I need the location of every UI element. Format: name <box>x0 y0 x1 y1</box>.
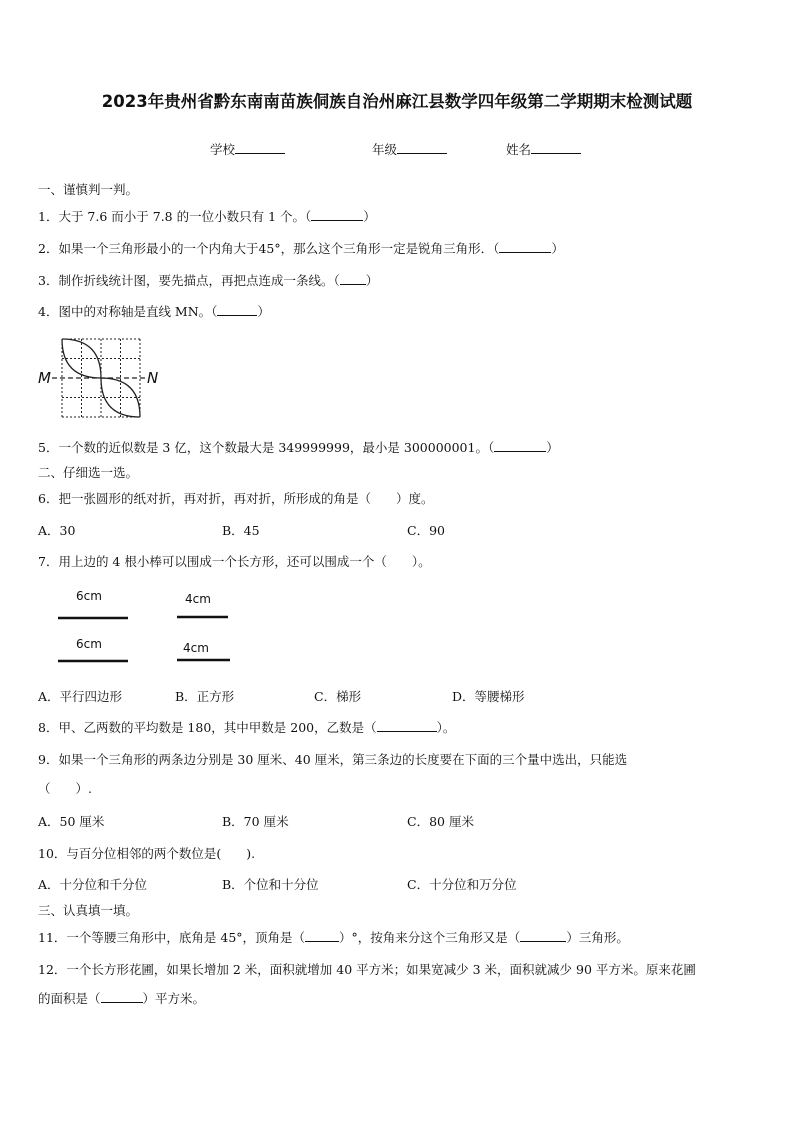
question-7: 7．用上边的 4 根小棒可以围成一个长方形，还可以围成一个（ ）。 <box>38 554 431 569</box>
name-label: 姓名 <box>506 142 532 157</box>
answer-blank[interactable] <box>101 990 143 1003</box>
section-3-heading: 三、认真填一填。 <box>38 903 139 918</box>
page-title: 2023年贵州省黔东南南苗族侗族自治州麻江县数学四年级第二学期期末检测试题 <box>101 92 693 111</box>
question-12: 12．一个长方形花圃，如果长增加 2 米，面积就增加 40 平方米；如果宽减少 3 米，面积就减少 90 平方米。原来花圃 <box>38 962 696 977</box>
school-field[interactable] <box>210 140 285 158</box>
option-q7-d[interactable]: D．等腰梯形 <box>452 689 525 704</box>
question-9: 9．如果一个三角形的两条边分别是 30 厘米、40 厘米，第三条边的长度要在下面的三个量中选出，只能选 <box>38 752 628 767</box>
symmetry-figure <box>36 336 166 418</box>
question-2: 2．如果一个三角形最小的一个内角大于45°，那么这个三角形一定是锐角三角形．（ ） <box>38 241 564 256</box>
option-q9-b[interactable]: B．70 厘米 <box>222 814 289 829</box>
stick-label-2: 4cm <box>185 592 211 606</box>
option-q9-c[interactable]: C．80 厘米 <box>407 814 474 829</box>
answer-blank[interactable] <box>377 719 437 732</box>
section-2-heading: 二、仔细选一选。 <box>38 465 139 480</box>
stick-label-1: 6cm <box>76 589 102 603</box>
answer-blank[interactable] <box>499 240 551 253</box>
option-q10-c[interactable]: C．十分位和万分位 <box>407 877 517 892</box>
question-1: 1．大于 7.6 而小于 7.8 的一位小数只有 1 个。（ ） <box>38 209 376 224</box>
question-8: 8．甲、乙两数的平均数是 180，其中甲数是 200，乙数是（ ）。 <box>38 720 456 735</box>
name-blank[interactable] <box>531 141 581 154</box>
answer-blank[interactable] <box>311 208 363 221</box>
stick-label-3: 6cm <box>76 637 102 651</box>
option-q6-a[interactable]: A．30 <box>38 523 76 538</box>
label-m: M <box>38 369 51 387</box>
stick-label-4: 4cm <box>183 641 209 655</box>
grade-label: 年级 <box>372 142 398 157</box>
question-10: 10．与百分位相邻的两个数位是( ). <box>38 846 256 861</box>
question-12-line-2: 的面积是（ ）平方米。 <box>38 991 206 1006</box>
option-q6-b[interactable]: B．45 <box>222 523 260 538</box>
option-q9-a[interactable]: A．50 厘米 <box>38 814 105 829</box>
sticks-figure <box>56 584 246 668</box>
grade-blank[interactable] <box>397 141 447 154</box>
answer-blank[interactable] <box>340 272 366 285</box>
option-q7-c[interactable]: C．梯形 <box>314 689 362 704</box>
option-q10-a[interactable]: A．十分位和千分位 <box>38 877 148 892</box>
section-1-heading: 一、谨慎判一判。 <box>38 182 139 197</box>
answer-blank[interactable] <box>494 439 546 452</box>
label-n: N <box>147 369 159 387</box>
option-q7-b[interactable]: B．正方形 <box>175 689 235 704</box>
option-q10-b[interactable]: B．个位和十分位 <box>222 877 319 892</box>
question-3: 3．制作折线统计图，要先描点，再把点连成一条线。（ ） <box>38 273 379 288</box>
question-4: 4．图中的对称轴是直线 MN。（ ） <box>38 304 270 319</box>
question-11: 11．一个等腰三角形中，底角是 45°，顶角是（ ）°，按角来分这个三角形又是（ ）三角形。 <box>38 930 629 945</box>
question-5: 5．一个数的近似数是 3 亿，这个数最大是 349999999，最小是 300000001。（ ） <box>38 440 559 455</box>
school-blank[interactable] <box>235 141 285 154</box>
option-q6-c[interactable]: C．90 <box>407 523 445 538</box>
school-label: 学校 <box>210 142 236 157</box>
answer-blank-1[interactable] <box>305 929 339 942</box>
option-q7-a[interactable]: A．平行四边形 <box>38 689 123 704</box>
grade-field[interactable] <box>372 140 447 158</box>
name-field[interactable] <box>506 140 581 158</box>
answer-blank-2[interactable] <box>520 929 566 942</box>
question-6: 6．把一张圆形的纸对折，再对折，再对折，所形成的角是（ ）度。 <box>38 491 434 506</box>
question-9-line-2: （ ）. <box>38 781 92 796</box>
answer-blank[interactable] <box>217 303 257 316</box>
